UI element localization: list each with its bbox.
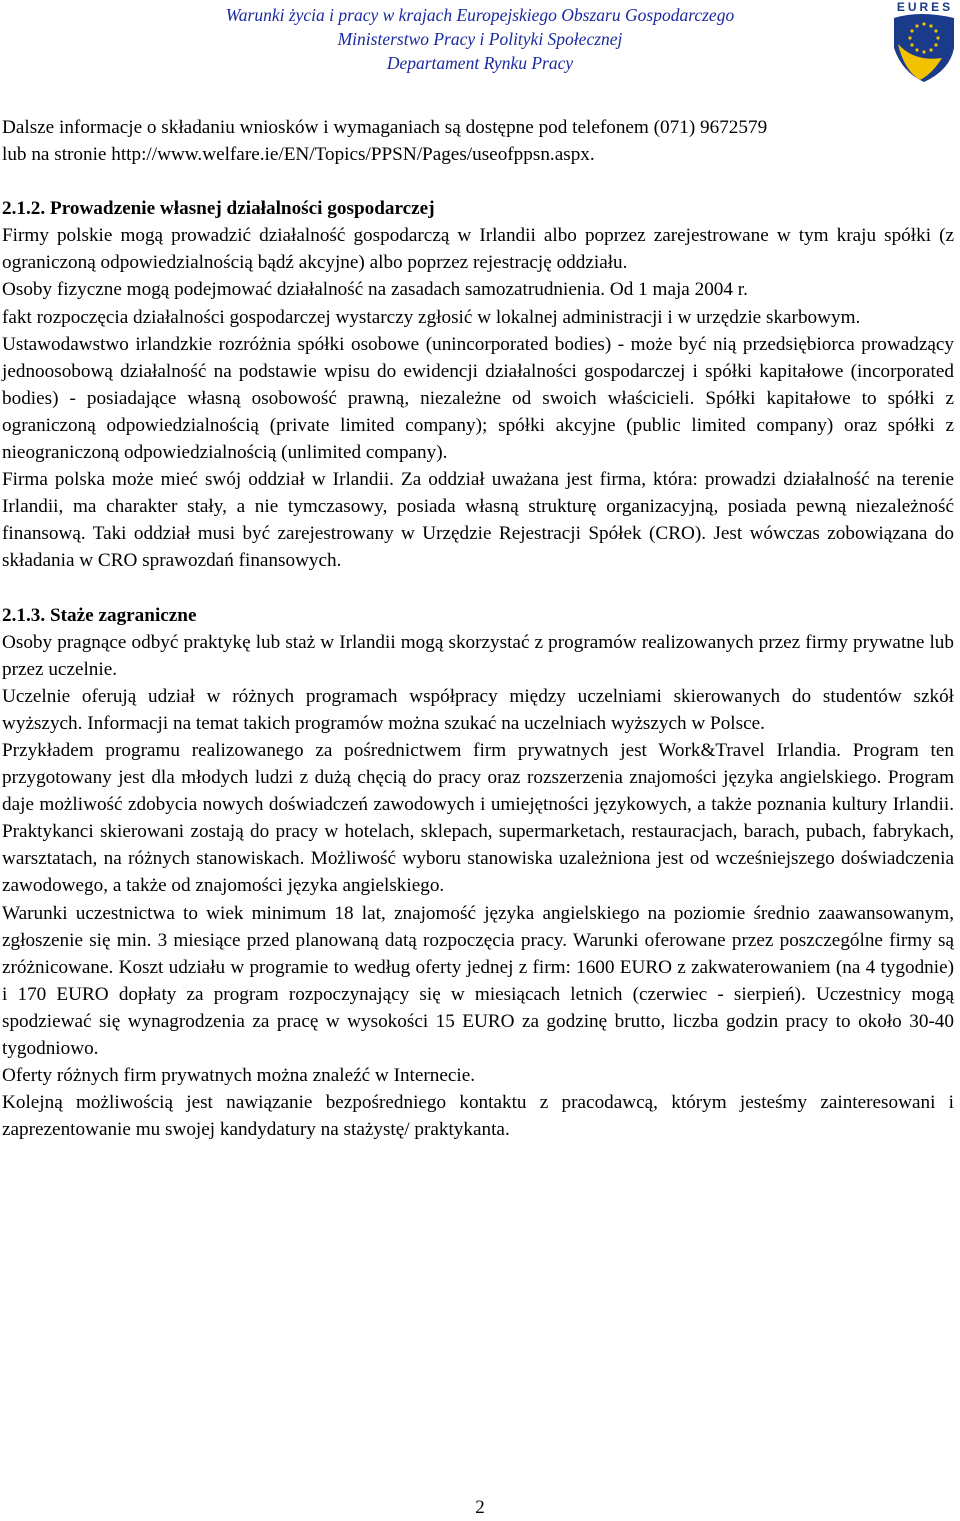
eures-logo — [884, 0, 958, 84]
spacer — [2, 168, 954, 195]
page-number: 2 — [475, 1497, 485, 1518]
paragraph: Przykładem programu realizowanego za pośrednictwem firm prywatnych jest Work&Travel Irlandia. Program ten przygotowany jest dla młodych ludzi z dużą chęcią do pracy oraz rozszerzenia znajomości języka angielskiego. Program daje możliwość zdobycia nowych doświadczeń zawodowych i umiejętności językowych, a także poznania kultury Irlandii. Praktykanci skierowani zostają do pracy w hotelach, sklepach, supermarketach, restauracjach, barach, pubach, fabrykach, warsztatach, na różnych stanowiskach. Możliwość wyboru stanowiska uzależniona jest od wcześniejszego doświadczenia zawodowego, a także od znajomości języka angielskiego. — [2, 739, 954, 897]
paragraph: Oferty różnych firm prywatnych można znaleźć w Internecie. — [2, 1065, 476, 1087]
welfare-link[interactable]: http://www.welfare.ie/EN/Topics/PPSN/Pages/useofppsn.aspx — [111, 144, 590, 166]
paragraph: Kolejną możliwością jest nawiązanie bezpośredniego kontaktu z pracodawcą, którym jesteśmy zainteresowani i zaprezentowanie mu swojej kandydatury na stażystę/ praktykanta. — [2, 1092, 954, 1141]
paragraph: Osoby pragnące odbyć praktykę lub staż w Irlandii mogą skorzystać z programów realizowanych przez firmy prywatne lub przez uczelnie. — [2, 631, 954, 680]
section-heading-212: 2.1.2. Prowadzenie własnej działalności gospodarczej — [2, 198, 435, 220]
spacer — [2, 575, 954, 602]
intro-link-line — [2, 141, 954, 168]
intro-link-suffix: . — [589, 144, 595, 166]
header-department: Departament Rynku Pracy — [386, 53, 574, 73]
header-text-block — [0, 3, 960, 75]
paragraph: Firma polska może mieć swój oddział w Irlandii. Za oddział uważana jest firma, która: prowadzi działalność na terenie Irlandii, ma charakter stały, a nie tymczasowy, posiada własną strukturę organizacyjną, posiada pewną niezależność finansową. Taki oddział musi być zarejestrowany w Urzędzie Rejestracji Spółek (CRO). Jest wówczas zobowiązana do składania w CRO sprawozdań finansowych. — [2, 469, 954, 572]
eures-logo-text: EURES — [896, 0, 954, 14]
eures-logo-icon — [884, 0, 958, 84]
intro-line: Dalsze informacje o składaniu wniosków i wymaganiach są dostępne pod telefonem (071) 9672579 — [2, 117, 768, 138]
paragraph: Osoby fizyczne mogą podejmować działalność na zasadach samozatrudnienia. Od 1 maja 2004 r. — [2, 279, 748, 301]
intro-link-prefix: lub na stronie — [2, 144, 112, 166]
header-title: Warunki życia i pracy w krajach Europejskiego Obszaru Gospodarczego — [225, 5, 735, 25]
paragraph: Uczelnie oferują udział w różnych programach współpracy między uczelniami skierowanych do studentów szkół wyższych. Informacji na temat takich programów można szukać na uczelniach wyższych w Polsce. — [2, 685, 954, 734]
document-body — [2, 114, 954, 1143]
paragraph: fakt rozpoczęcia działalności gospodarczej wystarczy zgłosić w lokalnej administracji i w urzędzie skarbowym. — [2, 306, 861, 328]
paragraph: Firmy polskie mogą prowadzić działalność gospodarczą w Irlandii albo poprzez zarejestrowane w tym kraju spółki (z ograniczoną odpowiedzialnością bądź akcyjne) albo poprzez rejestrację oddziału. — [2, 225, 954, 274]
paragraph: Warunki uczestnictwa to wiek minimum 18 lat, znajomość języka angielskiego na poziomie średnio zaawansowanym, zgłoszenie się min. 3 miesiące przed planowaną datą rozpoczęcia pracy. Warunki oferowane przez poszczególne firmy są zróżnicowane. Koszt udziału w programie to według oferty jednej z firm: 1600 EURO z zakwaterowaniem (na 4 tygodnie) i 170 EURO dopłaty za program rozpoczynający się w miesiącach letnich (czerwiec - sierpień). Uczestnicy mogą spodziewać się wynagrodzenia za pracę w wysokości 15 EURO za godzinę brutto, liczba godzin pracy to około 30-40 tygodniowo. — [2, 902, 954, 1059]
paragraph: Ustawodawstwo irlandzkie rozróżnia spółki osobowe (unincorporated bodies) - może być nią przedsiębiorca prowadzący jednoosobową działalność na podstawie wpisu do ewidencji działalności gospodarczej i spółki kapitałowe (incorporated bodies) - posiadające własną osobowość prawną, niezależne od swoich właścicieli. Spółki kapitałowe to spółki z ograniczoną odpowiedzialnością (private limited company); spółki akcyjne (public limited company) oraz spółki z nieograniczoną odpowiedzialnością (unlimited company). — [2, 333, 954, 464]
page-header — [0, 0, 960, 80]
section-heading-213: 2.1.3. Staże zagraniczne — [2, 604, 197, 626]
header-ministry: Ministerstwo Pracy i Polityki Społecznej — [337, 29, 623, 49]
